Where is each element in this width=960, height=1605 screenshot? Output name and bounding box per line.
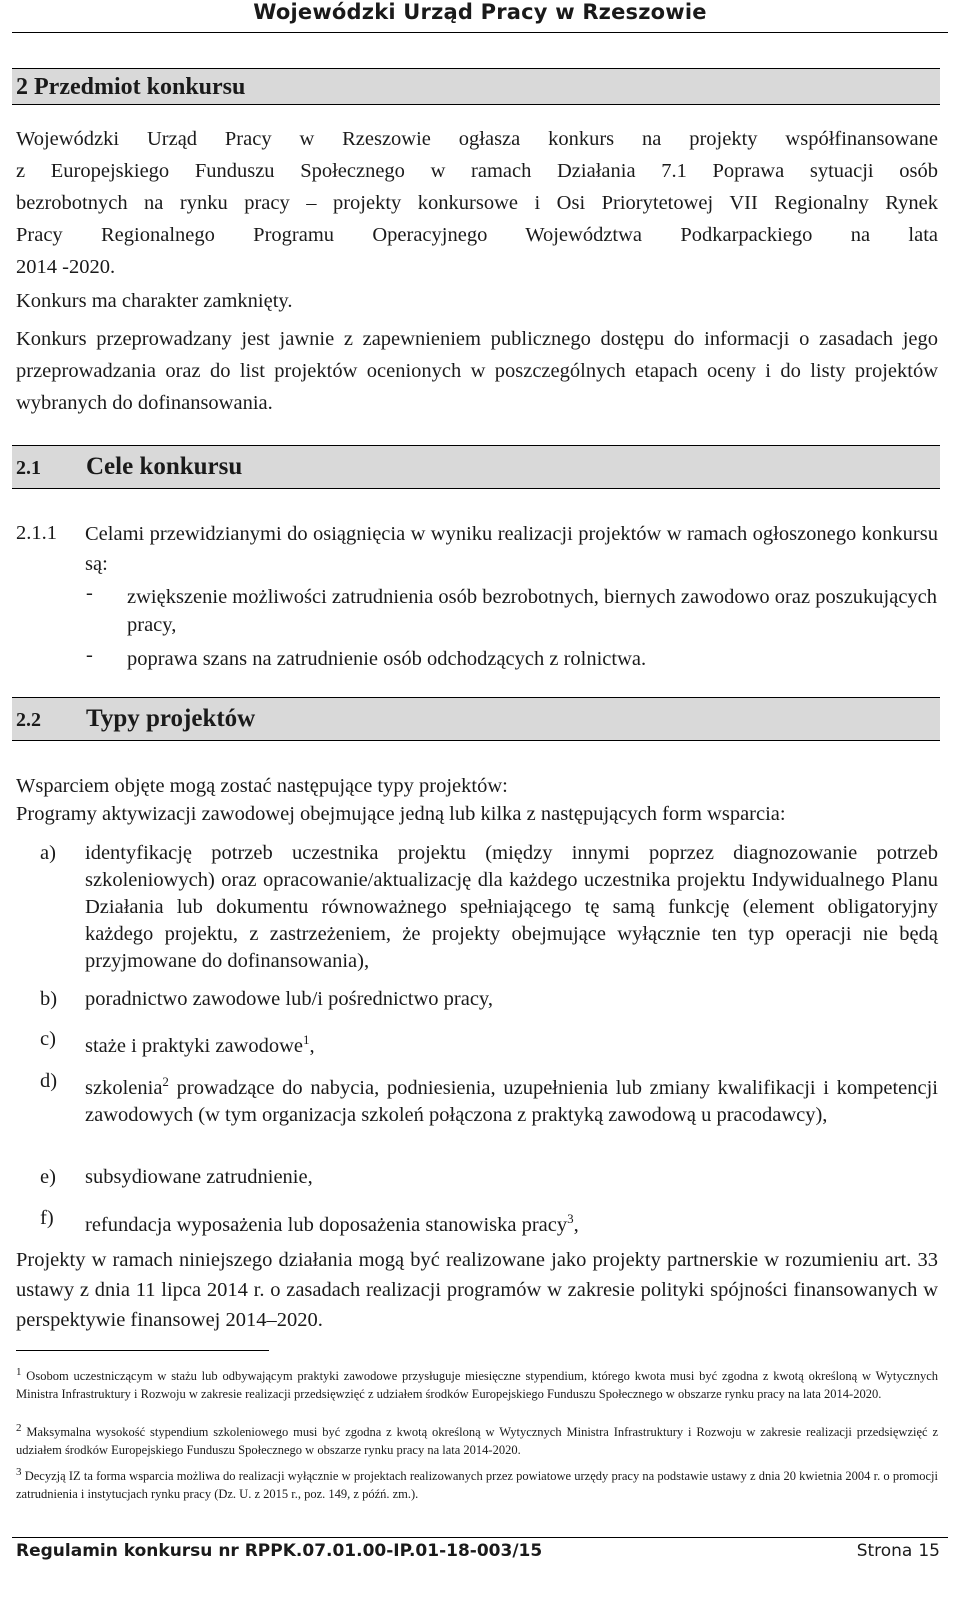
footnote-text: Maksymalna wysokość stypendium szkoleniowego musi być zgodna z kwotą określoną w Wytycznych Ministra Infrastruktury i Rozwoju w zakresie realizacji przedsięwzięć z udziałem środków Europejskiego Funduszu Społecznego w obszarze rynku pracy na lata 2014-2020.	[16, 1425, 939, 1458]
para-transparency: Konkurs przeprowadzany jest jawnie z zapewnieniem publicznego dostępu do informacji o zasadach jego przeprowadzania oraz do list projektów ocenionych w poszczególnych etapach oceny i do listy projektów wybranych do dofinansowania.	[16, 328, 938, 414]
para1-line1: Wojewódzki Urząd Pracy w Rzeszowie ogłasza konkurs na projekty współfinansowane	[16, 128, 938, 150]
list-item-tail: prowadzące do nabycia, podniesienia, uzupełnienia lub zmiany kwalifikacji i kompetencji zawodowych (w tym organizacja szkoleń połączona z praktyką zawodową u pracodawcy),	[85, 1076, 938, 1126]
list-item-text	[85, 1026, 938, 1060]
footer-page-number	[857, 1541, 940, 1561]
para1-line3: bezrobotnych na rynku pracy – projekty konkursowe i Osi Priorytetowej VII Regionalny Rynek	[16, 192, 938, 214]
list-item-main-text: staże i praktyki zawodowe	[85, 1034, 304, 1057]
footnote-ref: 3	[567, 1211, 574, 1226]
footnote-1	[16, 1363, 938, 1403]
item-number-2-1-1: 2.1.1	[16, 522, 57, 544]
section-title: Typy projektów	[86, 705, 256, 732]
list-item-letter: e)	[40, 1166, 56, 1188]
item-text-2-1-1: Celami przewidzianymi do osiągnięcia w wyniku realizacji projektów w ramach ogłoszonego konkursu są:	[85, 523, 938, 575]
section-heading-2: 2 Przedmiot konkursu	[12, 68, 940, 105]
footnote-separator	[16, 1350, 269, 1351]
list-item-text: poradnictwo zawodowe lub/i pośrednictwo pracy,	[85, 988, 493, 1010]
page-header-title: Wojewódzki Urząd Pracy w Rzeszowie	[253, 0, 707, 24]
bullet-dash: -	[86, 644, 93, 666]
section-number: 2.2	[16, 709, 41, 731]
list-item-tail: ,	[573, 1213, 579, 1236]
para1-line4: Pracy Regionalnego Programu Operacyjnego Województwa Podkarpackiego na lata	[16, 224, 938, 246]
section-title: Cele konkursu	[86, 453, 243, 480]
footnote-number: 1	[16, 1366, 22, 1378]
list-item-text	[85, 1205, 938, 1239]
footnote-3	[16, 1463, 938, 1503]
footnote-text: Osobom uczestniczącym w stażu lub odbywającym praktyki zawodowe przysługuje miesięczne stypendium, którego kwota musi być zgodna z kwotą określoną w Wytycznych Ministra Infrastruktury i Rozwoju w zakresie realizacji przedsięwzięć z udziałem środków Europejskiego Funduszu Społecznego w obszarze rynku pracy na lata 2014-2020.	[16, 1369, 938, 1402]
bullet-dash: -	[86, 582, 93, 604]
footnote-2	[16, 1419, 938, 1459]
list-item-letter: a)	[40, 842, 56, 864]
footnote-ref: 2	[162, 1074, 169, 1089]
footnote-text: Decyzją IZ ta forma wsparcia możliwa do realizacji wyłącznie w projektach realizowanych przez powiatowe urzędy pracy na podstawie ustawy z dnia 20 kwietnia 2004 r. o promocji zatrudnienia i instytucjach rynku pracy (Dz. U. z 2015 r., poz. 149, z późń. zm.).	[16, 1469, 939, 1502]
list-item-letter: c)	[40, 1028, 56, 1050]
page-number: 15	[918, 1541, 940, 1561]
section-heading-2-2	[12, 697, 940, 741]
header-divider	[12, 32, 948, 33]
types-intro-programmes: Programy aktywizacji zawodowej obejmujące jedną lub kilka z następujących form wsparcia:	[16, 803, 786, 825]
para1-line5: 2014 -2020.	[16, 256, 116, 278]
list-item-text: identyfikację potrzeb uczestnika projektu (między innymi poprzez diagnozowanie potrzeb szkoleniowych) oraz opracowanie/aktualizację dla każdego uczestnika projektu Indywidualnego Planu Działania lub dokumentu równoważnego spełniającego tę samą funkcję (element obligatoryjny każdego projektu, z zastrzeżeniem, że projekty obejmujące wyłącznie ten typ operacji nie będą przyjmowane do dofinansowania),	[85, 842, 938, 972]
list-item-main-text: refundacja wyposażenia lub doposażenia stanowiska pracy	[85, 1213, 568, 1236]
list-item-letter: d)	[40, 1070, 58, 1092]
para-closed-competition: Konkurs ma charakter zamknięty.	[16, 290, 293, 312]
list-item-text	[85, 1068, 938, 1129]
goal-bullet: poprawa szans na zatrudnienie osób odchodzących z rolnictwa.	[127, 648, 647, 670]
list-item-letter: b)	[40, 988, 58, 1010]
footer-divider	[12, 1537, 948, 1538]
para1-line2: z Europejskiego Funduszu Społecznego w ramach Działania 7.1 Poprawa sytuacji osób	[16, 160, 938, 182]
section-number: 2.1	[16, 457, 41, 479]
goal-bullet: zwiększenie możliwości zatrudnienia osób bezrobotnych, biernych zawodowo oraz poszukujących pracy,	[127, 586, 938, 636]
para-partnership: Projekty w ramach niniejszego działania mogą być realizowane jako projekty partnerskie w rozumieniu art. 33 ustawy z dnia 11 lipca 2014 r. o zasadach realizacji programów w zakresie polityki spójności finansowanych w perspektywie finansowej 2014–2020.	[16, 1249, 938, 1331]
section-heading-2-1	[12, 445, 940, 489]
list-item-main-text: szkolenia	[85, 1076, 163, 1099]
footnote-ref: 1	[303, 1032, 310, 1047]
page-label: Strona	[856, 1541, 913, 1561]
footer-regulation-id: Regulamin konkursu nr RPPK.07.01.00-IP.01-18-003/15	[16, 1541, 543, 1561]
types-intro: Wsparciem objęte mogą zostać następujące typy projektów:	[16, 775, 508, 797]
list-item-text: subsydiowane zatrudnienie,	[85, 1166, 313, 1188]
footnote-number: 2	[16, 1422, 22, 1434]
footnote-number: 3	[16, 1466, 22, 1478]
list-item-letter: f)	[40, 1207, 54, 1229]
list-item-tail: ,	[309, 1034, 315, 1057]
